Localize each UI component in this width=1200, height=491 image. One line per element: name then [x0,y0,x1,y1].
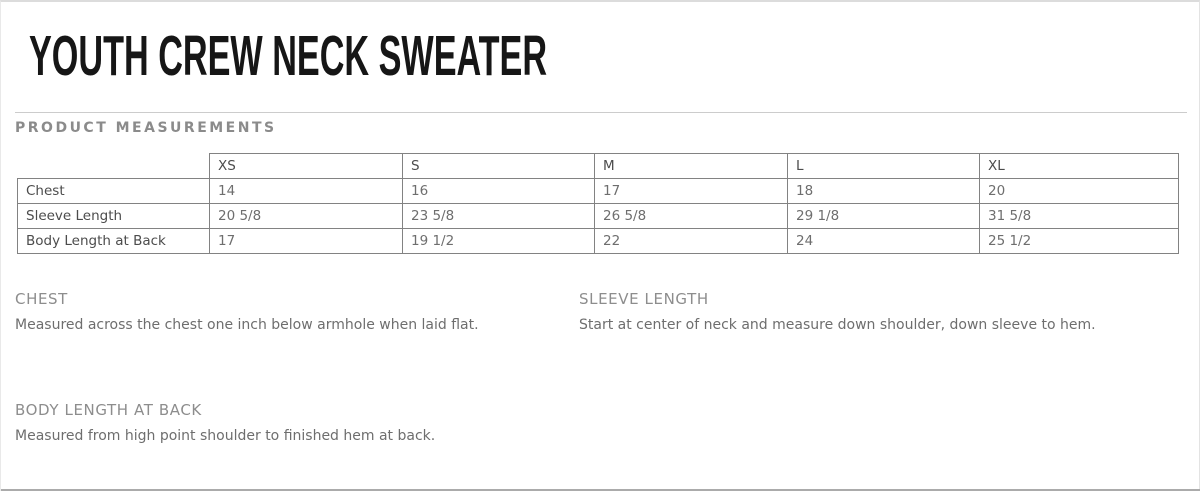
measurement-cell: 23 5/8 [403,204,595,229]
measurement-cell: 19 1/2 [403,229,595,254]
definition-description-chest: Measured across the chest one inch below armhole when laid flat. [15,317,479,333]
size-column-header-xl: XL [980,154,1179,179]
row-label: Body Length at Back [18,229,210,254]
size-column-header-l: L [788,154,980,179]
measurement-cell: 17 [595,179,788,204]
row-label: Chest [18,179,210,204]
size-column-header-xs: XS [210,154,403,179]
size-column-header-s: S [403,154,595,179]
definition-description-sleeve-length: Start at center of neck and measure down shoulder, down sleeve to hem. [579,317,1096,333]
measurement-cell: 24 [788,229,980,254]
measurement-cell: 31 5/8 [980,204,1179,229]
table-row-chest [18,179,1179,204]
measurement-cell: 25 1/2 [980,229,1179,254]
measurement-cell: 20 5/8 [210,204,403,229]
row-label: Sleeve Length [18,204,210,229]
measurement-cell: 16 [403,179,595,204]
page-title: YOUTH CREW NECK SWEATER [29,24,548,88]
size-column-header-m: M [595,154,788,179]
section-heading: PRODUCT MEASUREMENTS [15,120,277,136]
definition-term-sleeve-length: SLEEVE LENGTH [579,290,709,308]
table-row-body-length-at-back [18,229,1179,254]
measurement-cell: 17 [210,229,403,254]
definition-term-chest: CHEST [15,290,68,308]
corner-blank-cell [18,154,210,179]
table-row-sleeve-length [18,204,1179,229]
measurement-cell: 14 [210,179,403,204]
measurements-table [17,153,1179,254]
measurement-cell: 26 5/8 [595,204,788,229]
size-header-row [18,154,1179,179]
measurement-cell: 29 1/8 [788,204,980,229]
measurement-cell: 22 [595,229,788,254]
definition-term-body-length-at-back: BODY LENGTH AT BACK [15,401,202,419]
definition-description-body-length-at-back: Measured from high point shoulder to finished hem at back. [15,428,436,444]
measurement-cell: 20 [980,179,1179,204]
title-divider [15,112,1187,113]
measurement-cell: 18 [788,179,980,204]
